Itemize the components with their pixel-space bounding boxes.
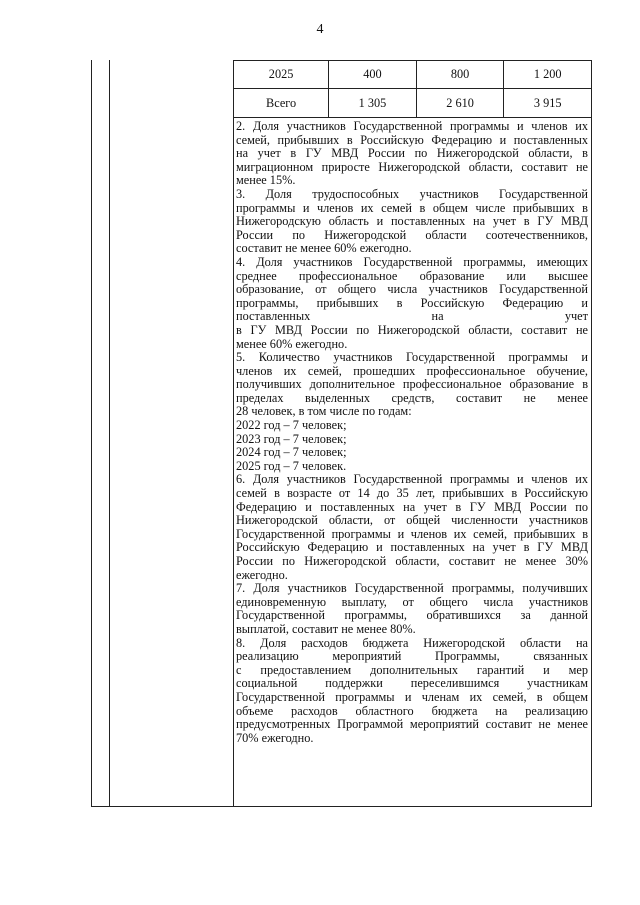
indicator-line: Нижегородскую область и поставленных на учет в ГУ МВД [236,214,588,229]
indicator-line: 6. Доля участников Государственной программы и членов их [236,472,588,487]
indicator-line: 2023 год – 7 человек; [236,431,347,446]
indicator-line: 8. Доля расходов бюджета Нижегородской области на [236,635,588,650]
indicator-line: членов их семей, прошедших профессиональное обучение, [236,363,588,378]
indicator-item [236,188,588,256]
table-border-left [91,60,92,807]
indicator-line: ежегодно. [236,567,288,582]
table-column-divider-2 [233,60,234,807]
indicator-line: 2024 год – 7 человек; [236,445,347,460]
table-border-right [591,60,592,807]
indicator-item [236,351,588,473]
indicator-line: социальной поддержки переселившимся участникам [236,676,588,691]
indicator-line: 5. Количество участников Государственной программы и [236,350,588,365]
table-cell-year: 2025 [234,61,329,89]
table-row [234,89,592,118]
indicator-line: выплатой, составит не менее 80%. [236,621,416,636]
indicator-item [236,637,588,746]
table-column-divider-1 [109,60,110,807]
indicator-line: Федерацию и поставленных на учет в ГУ МВД России по [236,499,588,514]
table-cell-value: 1 200 [504,61,592,89]
table-row [234,61,592,89]
indicator-line: 28 человек, в том числе по годам: [236,404,412,419]
indicator-line: поставленных на учет [236,309,588,324]
indicator-line: с предоставлением дополнительных гарантий и мер [236,662,588,677]
indicator-line: Российскую Федерацию и поставленных на учет в ГУ МВД [236,540,588,555]
indicator-line: 70% ежегодно. [236,730,314,745]
table-cell-total-label: Всего [234,89,329,118]
indicator-line: 2025 год – 7 человек. [236,458,347,473]
indicator-line: 3. Доля трудоспособных участников Государственной [236,186,588,201]
page-number: 4 [316,22,324,37]
indicator-line: единовременную выплату, от общего числа участников [236,594,588,609]
indicator-line: программы и членов их семей в общем числе прибывших в [236,200,588,215]
indicator-line: реализацию мероприятий Программы, связанных [236,649,588,664]
indicator-line: Государственной программы и членов их семей, прибывших в [236,526,588,541]
table-cell-value: 400 [329,61,417,89]
indicator-line: семей в возрасте от 14 до 35 лет, прибывших в Российскую [236,486,588,501]
indicator-line: предусмотренных Программой мероприятий составит не менее [236,717,588,732]
indicator-line: Государственной программы, обратившихся за данной [236,608,588,623]
indicator-item [236,120,588,188]
targets-table [233,60,592,118]
indicators-text [236,120,588,745]
indicator-line: получивших дополнительное профессиональное образование в [236,377,588,392]
indicator-line: пределах выделенных средств, составит не менее [236,390,588,405]
indicator-line: менее 60% ежегодно. [236,336,348,351]
indicator-line: 2022 год – 7 человек; [236,418,347,433]
indicator-item [236,582,588,636]
indicator-line: России по Нижегородской области, составит не менее 30% [236,554,588,568]
indicator-item [236,256,588,351]
table-cell-value: 2 610 [416,89,504,118]
indicator-line: 4. Доля участников Государственной программы, имеющих [236,254,588,269]
indicator-line: 2. Доля участников Государственной программы и членов их [236,119,588,133]
indicator-line: Государственной программы и членам их семей, в общем [236,689,588,704]
indicator-line: семей, прибывших в Российскую Федерацию и поставленных [236,132,588,147]
table-cell-value: 3 915 [504,89,592,118]
indicator-line: 7. Доля участников Государственной программы, получивших [236,581,588,596]
table-border-bottom [91,806,592,807]
indicator-line: составит не менее 60% ежегодно. [236,241,412,256]
indicator-line: объеме расходов областного бюджета на реализацию [236,703,588,718]
indicator-line: в ГУ МВД России по Нижегородской области, составит не [236,322,588,337]
indicator-line: Нижегородской области, от общей численности участников [236,513,588,528]
indicator-line: на учет в ГУ МВД России по Нижегородской области, в [236,146,588,161]
table-cell-value: 1 305 [329,89,417,118]
indicator-line: миграционном приросте Нижегородской области, составит не [236,159,588,174]
table-cell-value: 800 [416,61,504,89]
indicator-item [236,473,588,582]
indicator-line: образование, от общего числа участников Государственной [236,282,588,297]
indicator-line: России по Нижегородской области соотечественников, [236,227,588,242]
indicator-line: среднее профессиональное образование или высшее [236,268,588,283]
indicator-line: менее 15%. [236,173,296,188]
indicator-line: программы, прибывших в Российскую Федерацию и [236,295,588,310]
